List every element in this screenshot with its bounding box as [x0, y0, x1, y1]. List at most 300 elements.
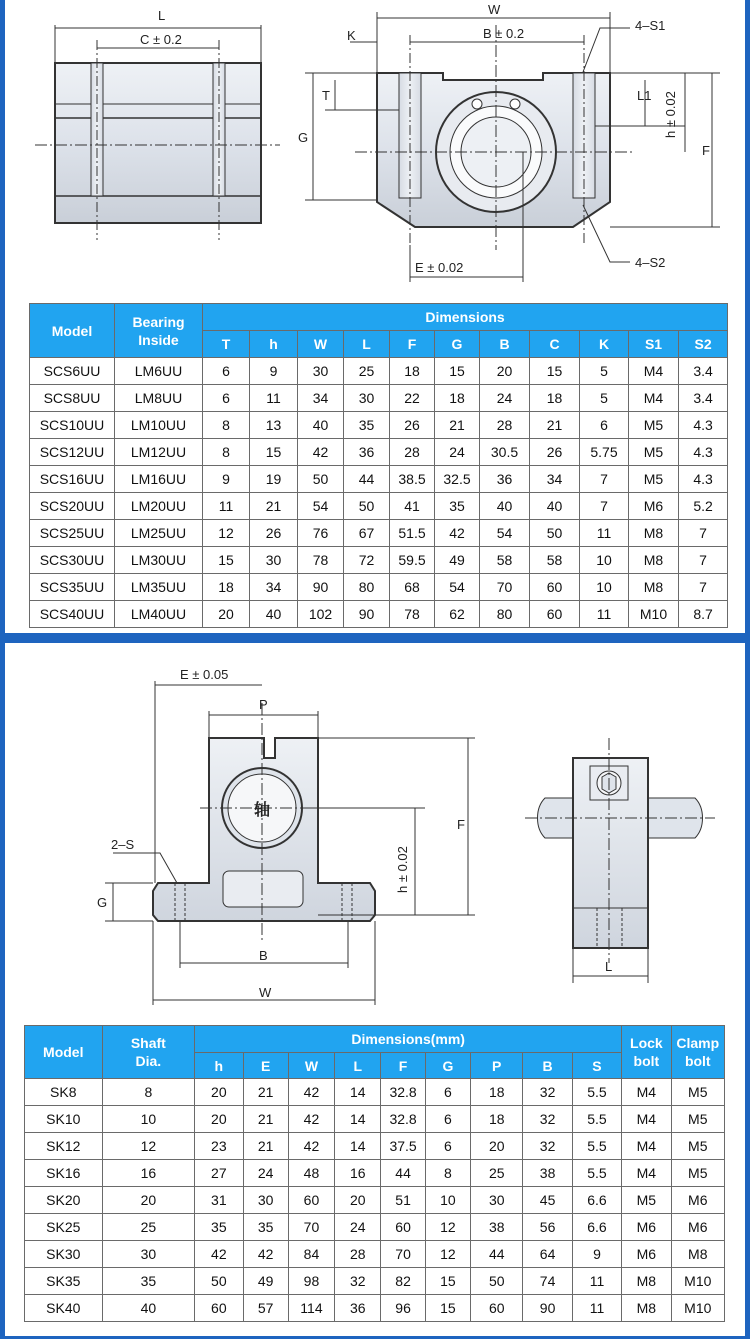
column-header: F: [390, 331, 435, 358]
table-cell: 12: [102, 1133, 195, 1160]
table-cell: 50: [195, 1268, 243, 1295]
label-S1: 4–S1: [635, 18, 666, 33]
table-cell: 60: [381, 1214, 425, 1241]
table-cell: 90: [523, 1295, 572, 1322]
table-cell: SCS25UU: [30, 520, 115, 547]
column-header: F: [381, 1053, 425, 1079]
label-K: K: [347, 28, 356, 43]
table-cell: LM12UU: [115, 439, 203, 466]
table-cell: 30: [471, 1187, 523, 1214]
table-cell: 4.3: [679, 466, 728, 493]
table-row: [25, 1187, 725, 1214]
table-cell: 6.6: [572, 1187, 621, 1214]
table-cell: 21: [243, 1133, 288, 1160]
table-cell: 24: [335, 1214, 381, 1241]
table-cell: LM25UU: [115, 520, 203, 547]
table-cell: 7: [580, 466, 629, 493]
table-cell: 21: [530, 412, 580, 439]
table-cell: 21: [435, 412, 480, 439]
table-cell: 34: [250, 574, 298, 601]
scs-spec-table: [29, 303, 728, 628]
scs-panel: [5, 0, 745, 633]
table-cell: 22: [390, 385, 435, 412]
table-cell: LM20UU: [115, 493, 203, 520]
table-cell: 90: [298, 574, 344, 601]
table-cell: 11: [572, 1295, 621, 1322]
table-cell: 20: [102, 1187, 195, 1214]
table-row: [30, 358, 728, 385]
table-row: [30, 439, 728, 466]
table-cell: 45: [523, 1187, 572, 1214]
table-cell: M6: [629, 493, 679, 520]
table-cell: 25: [102, 1214, 195, 1241]
table-cell: M4: [622, 1160, 671, 1187]
table-cell: 30: [243, 1187, 288, 1214]
table-cell: LM8UU: [115, 385, 203, 412]
table-cell: 32: [523, 1079, 572, 1106]
table-cell: LM16UU: [115, 466, 203, 493]
header-lock-line2: bolt: [633, 1053, 660, 1069]
table-row: [25, 1295, 725, 1322]
table-cell: M8: [629, 520, 679, 547]
table-cell: 20: [471, 1133, 523, 1160]
table-cell: 36: [344, 439, 390, 466]
table-cell: 40: [102, 1295, 195, 1322]
table-cell: 50: [471, 1268, 523, 1295]
table-cell: 19: [250, 466, 298, 493]
table-cell: 44: [344, 466, 390, 493]
table-cell: LM30UU: [115, 547, 203, 574]
table-cell: 21: [250, 493, 298, 520]
table-cell: 9: [572, 1241, 621, 1268]
table-cell: 60: [530, 574, 580, 601]
table-cell: M10: [671, 1295, 724, 1322]
table-cell: SK30: [25, 1241, 103, 1268]
table-cell: 76: [298, 520, 344, 547]
table-cell: 64: [523, 1241, 572, 1268]
table-cell: 42: [288, 1133, 334, 1160]
table-cell: M8: [671, 1241, 724, 1268]
table-cell: 11: [572, 1268, 621, 1295]
table-row: [30, 466, 728, 493]
table-cell: M5: [671, 1106, 724, 1133]
table-cell: 3.4: [679, 385, 728, 412]
table-cell: 50: [298, 466, 344, 493]
table-row: [30, 520, 728, 547]
table-cell: 40: [480, 493, 530, 520]
table-cell: 20: [203, 601, 250, 628]
table-cell: 10: [580, 574, 629, 601]
table-cell: 82: [381, 1268, 425, 1295]
table-cell: 38: [523, 1160, 572, 1187]
table-cell: LM6UU: [115, 358, 203, 385]
table-cell: 13: [250, 412, 298, 439]
table-cell: 28: [390, 439, 435, 466]
table-row: [25, 1106, 725, 1133]
column-header: h: [250, 331, 298, 358]
table-cell: 41: [390, 493, 435, 520]
table-cell: M4: [629, 385, 679, 412]
column-header: L: [335, 1053, 381, 1079]
label-F: F: [702, 143, 710, 158]
table-cell: 35: [435, 493, 480, 520]
table-cell: 62: [435, 601, 480, 628]
header-clamp-line1: Clamp: [676, 1035, 720, 1051]
table-cell: 18: [471, 1079, 523, 1106]
column-header: h: [195, 1053, 243, 1079]
table-cell: 90: [344, 601, 390, 628]
table-cell: 7: [679, 547, 728, 574]
table-cell: 98: [288, 1268, 334, 1295]
table-cell: 5.2: [679, 493, 728, 520]
table-cell: 50: [344, 493, 390, 520]
table-cell: 8: [203, 439, 250, 466]
table-cell: 24: [435, 439, 480, 466]
table-cell: 37.5: [381, 1133, 425, 1160]
table-cell: 6: [203, 358, 250, 385]
table-cell: 25: [344, 358, 390, 385]
table-cell: 78: [390, 601, 435, 628]
table-row: [30, 385, 728, 412]
table-cell: M6: [671, 1214, 724, 1241]
table-cell: 42: [288, 1079, 334, 1106]
table-cell: SK16: [25, 1160, 103, 1187]
table-row: [25, 1214, 725, 1241]
table-cell: M5: [629, 412, 679, 439]
table-cell: M6: [671, 1187, 724, 1214]
table-cell: 34: [298, 385, 344, 412]
table-cell: M4: [622, 1133, 671, 1160]
table-cell: 51.5: [390, 520, 435, 547]
table-cell: 5: [580, 385, 629, 412]
header-shaft-line2: Dia.: [135, 1053, 162, 1069]
column-header: C: [530, 331, 580, 358]
table-cell: 8: [425, 1160, 470, 1187]
table-cell: SCS10UU: [30, 412, 115, 439]
table-cell: M4: [629, 358, 679, 385]
table-cell: 49: [435, 547, 480, 574]
label-h: h ± 0.02: [663, 91, 678, 138]
label-G: G: [298, 130, 309, 145]
header-lock-line1: Lock: [630, 1035, 663, 1051]
table-row: [30, 574, 728, 601]
label-L2: L: [605, 959, 613, 974]
table-cell: 35: [243, 1214, 288, 1241]
column-header: K: [580, 331, 629, 358]
label-G2: G: [97, 895, 108, 910]
table-cell: 15: [435, 358, 480, 385]
table-cell: 51: [381, 1187, 425, 1214]
table-cell: SK40: [25, 1295, 103, 1322]
table-cell: 60: [195, 1295, 243, 1322]
table-cell: SK12: [25, 1133, 103, 1160]
table-cell: 49: [243, 1268, 288, 1295]
table-cell: 40: [530, 493, 580, 520]
table-cell: 96: [381, 1295, 425, 1322]
column-header: G: [435, 331, 480, 358]
table-cell: 4.3: [679, 439, 728, 466]
table-cell: 18: [390, 358, 435, 385]
table-cell: 5.5: [572, 1160, 621, 1187]
table-cell: 102: [298, 601, 344, 628]
table-cell: M5: [671, 1079, 724, 1106]
table-cell: 35: [102, 1268, 195, 1295]
column-header: W: [288, 1053, 334, 1079]
table-cell: 5: [580, 358, 629, 385]
table-cell: 23: [195, 1133, 243, 1160]
table-cell: 56: [523, 1214, 572, 1241]
table-cell: 48: [288, 1160, 334, 1187]
table-cell: M6: [622, 1241, 671, 1268]
label-L: L: [158, 8, 166, 23]
table-row: [25, 1079, 725, 1106]
table-cell: 12: [203, 520, 250, 547]
table-cell: 26: [530, 439, 580, 466]
header-dimensions: Dimensions: [203, 304, 728, 331]
table-cell: 18: [530, 385, 580, 412]
table-cell: 67: [344, 520, 390, 547]
table-cell: SCS6UU: [30, 358, 115, 385]
column-header: S2: [679, 331, 728, 358]
table-cell: 12: [425, 1241, 470, 1268]
label-h2: h ± 0.02: [395, 846, 410, 893]
table-cell: 32.8: [381, 1106, 425, 1133]
column-header: W: [298, 331, 344, 358]
table-cell: 10: [425, 1187, 470, 1214]
table-cell: 70: [480, 574, 530, 601]
label-F2: F: [457, 817, 465, 832]
table-cell: 6: [425, 1079, 470, 1106]
label-B2: B: [259, 948, 268, 963]
table-row: [25, 1133, 725, 1160]
table-cell: 30.5: [480, 439, 530, 466]
table-cell: M4: [622, 1106, 671, 1133]
table-cell: 36: [335, 1295, 381, 1322]
table-cell: M8: [622, 1295, 671, 1322]
table-cell: SCS16UU: [30, 466, 115, 493]
table-row: [25, 1241, 725, 1268]
table-cell: M5: [629, 466, 679, 493]
table-cell: 11: [203, 493, 250, 520]
table-cell: 26: [390, 412, 435, 439]
column-header: S: [572, 1053, 621, 1079]
table-cell: 21: [243, 1079, 288, 1106]
table-cell: 10: [580, 547, 629, 574]
table-row: [30, 601, 728, 628]
table-cell: 68: [390, 574, 435, 601]
table-cell: SK25: [25, 1214, 103, 1241]
table-cell: 9: [250, 358, 298, 385]
sk-drawing: [5, 643, 745, 1023]
sk-spec-table: [24, 1025, 725, 1322]
table-row: [30, 412, 728, 439]
table-cell: 8: [203, 412, 250, 439]
table-cell: 9: [203, 466, 250, 493]
label-W2: W: [259, 985, 272, 1000]
label-P: P: [259, 697, 268, 712]
label-shaft: 轴: [254, 802, 271, 819]
table-cell: SCS40UU: [30, 601, 115, 628]
table-cell: 80: [480, 601, 530, 628]
header-bearing-line1: Bearing: [132, 313, 185, 330]
table-cell: 7: [580, 493, 629, 520]
table-cell: M6: [622, 1214, 671, 1241]
label-E2: E ± 0.05: [180, 667, 229, 682]
column-header: L: [344, 331, 390, 358]
table-cell: LM10UU: [115, 412, 203, 439]
table-cell: 7: [679, 520, 728, 547]
table-cell: 4.3: [679, 412, 728, 439]
table-cell: SCS30UU: [30, 547, 115, 574]
table-cell: M8: [629, 547, 679, 574]
table-cell: M8: [622, 1268, 671, 1295]
table-cell: 25: [471, 1160, 523, 1187]
label-L1: L1: [637, 88, 652, 103]
table-cell: 50: [530, 520, 580, 547]
table-cell: 11: [580, 601, 629, 628]
table-cell: 3.4: [679, 358, 728, 385]
table-cell: 20: [335, 1187, 381, 1214]
header-clamp-bolt: [671, 1026, 724, 1079]
table-cell: 32.5: [435, 466, 480, 493]
table-cell: 5.75: [580, 439, 629, 466]
header-dimensions: Dimensions(mm): [195, 1026, 622, 1053]
table-cell: 70: [381, 1241, 425, 1268]
table-cell: 6.6: [572, 1214, 621, 1241]
table-cell: SK20: [25, 1187, 103, 1214]
table-cell: 8: [102, 1079, 195, 1106]
table-cell: SK8: [25, 1079, 103, 1106]
table-cell: 20: [195, 1079, 243, 1106]
table-cell: 28: [480, 412, 530, 439]
column-header: B: [523, 1053, 572, 1079]
table-cell: 60: [471, 1295, 523, 1322]
table-cell: 57: [243, 1295, 288, 1322]
table-cell: 42: [243, 1241, 288, 1268]
table-cell: 36: [480, 466, 530, 493]
table-cell: SK10: [25, 1106, 103, 1133]
scs-side-body: [55, 63, 261, 223]
table-cell: 74: [523, 1268, 572, 1295]
table-cell: 35: [344, 412, 390, 439]
table-cell: 42: [195, 1241, 243, 1268]
table-cell: 15: [530, 358, 580, 385]
scs-drawing: [5, 0, 745, 295]
table-cell: M10: [629, 601, 679, 628]
table-cell: 15: [203, 547, 250, 574]
label-C: C ± 0.2: [140, 32, 182, 47]
table-cell: 40: [250, 601, 298, 628]
header-bearing: [115, 304, 203, 358]
table-cell: 15: [425, 1268, 470, 1295]
table-cell: M5: [629, 439, 679, 466]
table-cell: 21: [243, 1106, 288, 1133]
header-model: Model: [30, 304, 115, 358]
table-cell: 78: [298, 547, 344, 574]
table-cell: SCS20UU: [30, 493, 115, 520]
header-lock-bolt: [622, 1026, 671, 1079]
table-cell: 38: [471, 1214, 523, 1241]
table-cell: 80: [344, 574, 390, 601]
table-cell: 42: [298, 439, 344, 466]
column-header: E: [243, 1053, 288, 1079]
column-header: G: [425, 1053, 470, 1079]
table-cell: 18: [471, 1106, 523, 1133]
table-cell: 6: [580, 412, 629, 439]
label-B: B ± 0.2: [483, 26, 525, 41]
table-cell: 84: [288, 1241, 334, 1268]
table-cell: 40: [298, 412, 344, 439]
table-cell: 70: [288, 1214, 334, 1241]
table-cell: SK35: [25, 1268, 103, 1295]
table-row: [30, 547, 728, 574]
table-cell: 30: [102, 1241, 195, 1268]
table-cell: 14: [335, 1106, 381, 1133]
table-cell: LM40UU: [115, 601, 203, 628]
table-cell: M5: [671, 1133, 724, 1160]
table-row: [25, 1268, 725, 1295]
column-header: P: [471, 1053, 523, 1079]
table-cell: 31: [195, 1187, 243, 1214]
table-cell: 28: [335, 1241, 381, 1268]
table-cell: 58: [480, 547, 530, 574]
table-cell: 6: [425, 1106, 470, 1133]
header-clamp-line2: bolt: [684, 1053, 711, 1069]
table-cell: 32: [335, 1268, 381, 1295]
table-cell: SCS35UU: [30, 574, 115, 601]
table-cell: 60: [530, 601, 580, 628]
table-cell: 30: [250, 547, 298, 574]
table-cell: 26: [250, 520, 298, 547]
table-cell: 59.5: [390, 547, 435, 574]
table-cell: 27: [195, 1160, 243, 1187]
table-cell: LM35UU: [115, 574, 203, 601]
column-header: B: [480, 331, 530, 358]
table-cell: SCS8UU: [30, 385, 115, 412]
table-cell: 7: [679, 574, 728, 601]
table-cell: M4: [622, 1079, 671, 1106]
table-cell: 72: [344, 547, 390, 574]
label-S2: 4–S2: [635, 255, 666, 270]
table-cell: M5: [622, 1187, 671, 1214]
table-cell: 44: [471, 1241, 523, 1268]
table-cell: 24: [480, 385, 530, 412]
table-cell: 58: [530, 547, 580, 574]
table-cell: 32.8: [381, 1079, 425, 1106]
table-cell: M10: [671, 1268, 724, 1295]
table-cell: 5.5: [572, 1133, 621, 1160]
header-bearing-line2: Inside: [138, 331, 179, 348]
table-cell: 12: [425, 1214, 470, 1241]
column-header: T: [203, 331, 250, 358]
table-cell: 32: [523, 1133, 572, 1160]
table-cell: 5.5: [572, 1106, 621, 1133]
table-cell: M8: [629, 574, 679, 601]
table-cell: 32: [523, 1106, 572, 1133]
table-cell: 54: [435, 574, 480, 601]
table-cell: 34: [530, 466, 580, 493]
table-cell: 54: [480, 520, 530, 547]
table-cell: 6: [425, 1133, 470, 1160]
table-cell: 24: [243, 1160, 288, 1187]
table-cell: 114: [288, 1295, 334, 1322]
table-cell: 42: [435, 520, 480, 547]
column-header: S1: [629, 331, 679, 358]
label-W: W: [488, 2, 501, 17]
table-cell: 60: [288, 1187, 334, 1214]
label-E: E ± 0.02: [415, 260, 464, 275]
table-cell: 16: [102, 1160, 195, 1187]
